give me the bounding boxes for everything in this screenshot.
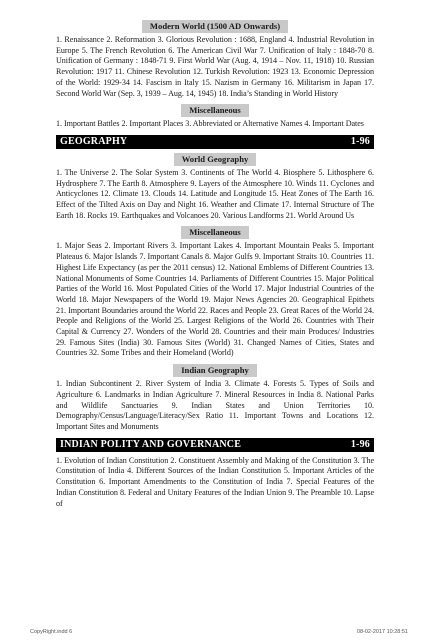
geography-pages: 1-96 <box>350 136 370 148</box>
world-geography-heading: World Geography <box>174 153 257 166</box>
polity-pages: 1-96 <box>350 439 370 451</box>
print-footer <box>30 629 408 635</box>
miscellaneous-topics-2: 1. Major Seas 2. Important Rivers 3. Important Lakes 4. Important Mountain Peaks 5. Important Plateaus 6. Major Islands 7. Important Canals 8. Major Gulfs 9. Important Straits 10. Countries 11. Highest Life Expectancy (as per the 2011 census) 12. National Emblems of Different Countries 13. National Monuments of Some Countries 14. Parliaments of Different Countries 15. Major Political Parties of the World 16. Most Populated Cities of the World 17. Major Industrial Countries of the World 18. Major Newspapers of the World 19. Major News Agencies 20. Geographical Epithets 21. Important Boundaries around the World 22. Races and People 23. Great Races of the World 24. People and Religions of the World 25. Largest Religions of the World 26. Countries with Their Capital & Currency 27. Wonders of the World 28. Countries and their main Produces/ Industries 29. Famous Sites (India) 30. Famous Sites (World) 31. Changed Names of Cities, States and Countries 32. Some Tribes and their Homeland (World) <box>56 241 374 358</box>
miscellaneous-heading-2: Miscellaneous <box>181 226 249 239</box>
miscellaneous-heading-1: Miscellaneous <box>181 104 249 117</box>
world-geography-topics: 1. The Universe 2. The Solar System 3. Continents of The World 4. Biosphere 5. Lithosphere 6. Hydrosphere 7. The Earth 8. Atmosphere 9. Layers of the Atmosphere 10. Winds 11. Cyclones and Anticyclones 12. Climate 13. Clouds 14. Latitude and Longitude 15. Heat Zones of The Earth 16. Effect of the Tilted Axis on Day and Night 16. Weather and Climate 17. Internal Structure of The Earth 18. Rocks 19. Earthquakes and Volcanoes 20. Various Landforms 21. World Around Us <box>56 167 374 220</box>
geography-title: GEOGRAPHY <box>60 136 128 148</box>
contents-page <box>56 20 374 514</box>
modern-world-topics: 1. Renaissance 2. Reformation 3. Glorious Revolution : 1688, England 4. Industrial Revolution in Europe 5. The French Revolution 6. The American Civil War 7. Unification of Italy : 1848-70 8. Unification of Germany : 1848-71 9. First World War (Aug. 4, 1914 – Nov. 11, 1918) 10. Russian Revolution: 1917 11. Chinese Revolution 12. Turkish Revolution: 1923 13. Economic Depression of the World: 1929-34 14. Fascism in Italy 15. Nazism in Germany 16. Militarism in Japan 17. Second World War (Sep. 3, 1939 – Aug. 14, 1945) 18. India’s Standing in World History <box>56 35 374 98</box>
footer-file-name: CopyRight.indd 6 <box>30 629 73 635</box>
geography-section-bar <box>56 135 374 149</box>
indian-geography-heading: Indian Geography <box>173 364 257 377</box>
footer-timestamp: 08-02-2017 10:28:51 <box>356 629 408 635</box>
polity-title: INDIAN POLITY AND GOVERNANCE <box>60 439 242 451</box>
indian-geography-topics: 1. Indian Subcontinent 2. River System of India 3. Climate 4. Forests 5. Types of Soils and Agriculture 6. Landmarks in Indian Agriculture 7. Mineral Resources in India 8. National Parks and Wildlife Sanctuaries 9. Indian States and Union Territories 10. Demography/Census/Language/Literacy/Sex Ratio 11. Important Towns and Locations 12. Important Sites and Monuments <box>56 379 374 431</box>
polity-topics: 1. Evolution of Indian Constitution 2. Constituent Assembly and Making of the Constitution 3. The Constitution of India 4. Different Sources of the Indian Constitution 5. Important Articles of the Constitution 6. Important Amendments to the Constitution of India 7. Special Features of the Indian Constitution 8. Federal and Unitary Features of the Indian Union 9. The Preamble 10. Lapse of <box>56 455 374 508</box>
miscellaneous-topics-1: 1. Important Battles 2. Important Places 3. Abbreviated or Alternative Names 4. Important Dates <box>56 119 364 129</box>
modern-world-heading: Modern World (1500 AD Onwards) <box>142 20 288 33</box>
polity-section-bar <box>56 438 374 452</box>
